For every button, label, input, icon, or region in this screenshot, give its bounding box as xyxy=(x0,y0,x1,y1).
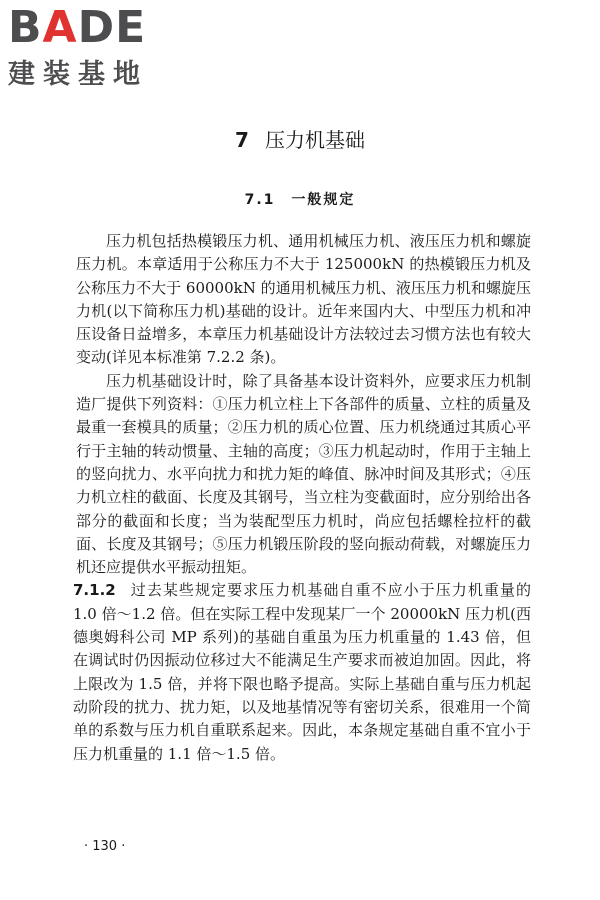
paragraph-intro: 压力机包括热模锻压力机、通用机械压力机、液压压力机和螺旋压力机。本章适用于公称压力不大于 125000kN 的热模锻压力机及公称压力不大于 60000kN 的通用机械压力机、液压压力机和螺旋压力机(以下简称压力机)基础的设计。近年来国内大、中型压力机和冲压设备日益增多，本章压力机基础设计方法较过去习惯方法也有较大变动(详见本标准第 7.2.2 条)。 xyxy=(76,232,531,367)
chapter-title-text: 压力机基础 xyxy=(264,128,365,152)
bade-logo xyxy=(8,4,178,94)
logo-subtitle: 建装基地 xyxy=(8,59,148,90)
logo-accent-letter: A xyxy=(42,2,78,53)
paragraph-design-data: 压力机基础设计时，除了具备基本设计资料外，应要求压力机制造厂提供下列资料：①压力机立柱上下各部件的质量、立柱的质量及最重一套模具的质量；②压力机的质心位置、压力机绕通过其质心平行于主轴的转动惯量、主轴的高度；③压力机起动时，作用于主轴上的竖向扰力、水平向扰力和扰力矩的峰值、脉冲时间及其形式；④压力机立柱的截面、长度及其钢号，当立柱为变截面时，应分别给出各部分的截面和长度；当为装配型压力机时，尚应包括螺栓拉杆的截面、长度及其钢号；⑤压力机锻压阶段的竖向振动荷载，对螺旋压力机还应提供水平振动扭矩。 xyxy=(76,371,531,577)
logo-wordmark xyxy=(8,4,178,52)
page-number: · 130 · xyxy=(84,839,126,854)
clause-number: 7.1.2 xyxy=(73,581,116,600)
logo-prefix: B xyxy=(8,2,43,53)
section-number: 7.1 xyxy=(244,192,276,208)
section-title-text: 一般规定 xyxy=(291,192,356,208)
chapter-number: 7 xyxy=(235,128,249,152)
chapter-title xyxy=(0,126,600,154)
body-content xyxy=(73,230,531,766)
section-title xyxy=(0,190,600,210)
clause-7-1-2 xyxy=(73,579,531,765)
clause-text: 过去某些规定要求压力机基础自重不应小于压力机重量的 1.0 倍～1.2 倍。但在实际工程中发现某厂一个 20000kN 压力机(西德奥姆科公司 MP 系列)的基础自重虽为压力机重量的 1.43 倍，但在调试时仍因振动位移过大不能满足生产要求而被迫加固。因此，将上限改为 1.5 倍，并将下限也略予提高。实际上基础自重与压力机起动阶段的扰力、扰力矩，以及地基情况等有密切关系，很难用一个简单的系数与压力机自重联系起来。因此，本条规定基础自重不宜小于压力机重量的 1.1 倍～1.5 倍。 xyxy=(73,581,531,763)
logo-suffix: DE xyxy=(77,2,147,53)
